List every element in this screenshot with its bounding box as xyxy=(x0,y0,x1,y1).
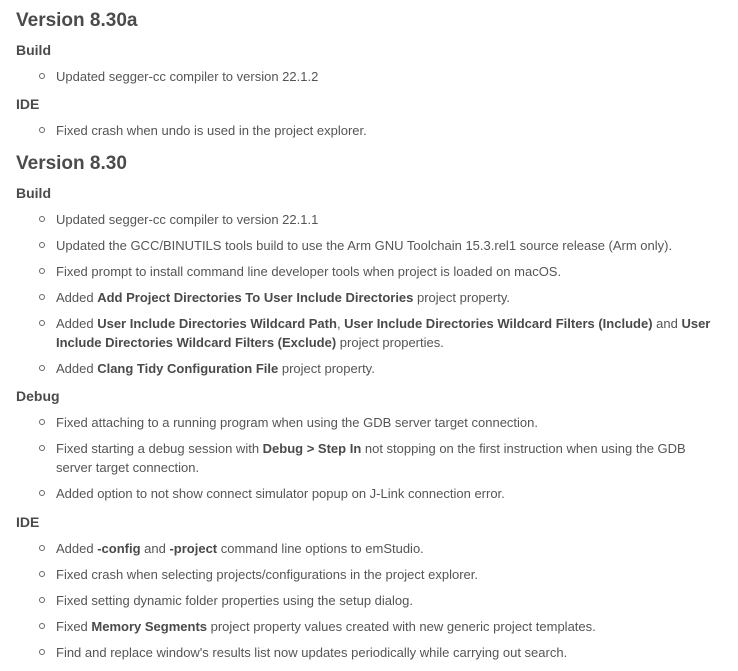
item-text: Fixed starting a debug session with xyxy=(56,441,263,456)
item-text: Updated segger-cc compiler to version 22.1.1 xyxy=(56,212,319,227)
item-text: Fixed crash when selecting projects/configurations in the project explorer. xyxy=(56,567,478,582)
item-text: project property. xyxy=(413,290,510,305)
emphasized-term: Debug > Step In xyxy=(262,441,362,456)
list-item xyxy=(16,539,738,558)
change-list xyxy=(16,413,738,503)
item-text: Updated segger-cc compiler to version 22.1.2 xyxy=(56,69,319,84)
section-title: Build xyxy=(16,42,51,58)
emphasized-term: -project xyxy=(169,541,218,556)
change-list xyxy=(16,67,738,86)
item-text: Added xyxy=(56,541,98,556)
list-item xyxy=(16,262,738,281)
item-text: Fixed crash when undo is used in the project explorer. xyxy=(56,123,367,138)
list-item xyxy=(16,67,738,86)
item-text: Fixed xyxy=(56,619,92,634)
item-text: Added xyxy=(56,290,98,305)
item-text: project property. xyxy=(278,361,375,376)
section-title: IDE xyxy=(16,96,40,112)
emphasized-term: Memory Segments xyxy=(91,619,207,634)
list-item xyxy=(16,591,738,610)
emphasized-term: -config xyxy=(97,541,141,556)
item-text: and xyxy=(652,316,682,331)
version-title: Version 8.30 xyxy=(16,153,127,174)
change-list xyxy=(16,539,738,662)
list-item xyxy=(16,314,738,352)
section-title: IDE xyxy=(16,514,40,530)
item-text: command line options to emStudio. xyxy=(217,541,424,556)
emphasized-term: User Include Directories Wildcard Filters (Exclude) xyxy=(56,316,711,350)
item-text: Fixed attaching to a running program when using the GDB server target connection. xyxy=(56,415,538,430)
item-text: Find and replace window's results list now updates periodically while carrying out search. xyxy=(56,645,568,660)
item-text: Fixed prompt to install command line developer tools when project is loaded on macOS. xyxy=(56,264,562,279)
emphasized-term: Clang Tidy Configuration File xyxy=(97,361,279,376)
item-text: Fixed setting dynamic folder properties using the setup dialog. xyxy=(56,593,413,608)
list-item xyxy=(16,236,738,255)
list-item xyxy=(16,565,738,584)
section-title: Debug xyxy=(16,388,60,404)
item-text: Updated the GCC/BINUTILS tools build to use the Arm GNU Toolchain 15.3.rel1 source release (Arm only). xyxy=(56,238,673,253)
change-list xyxy=(16,121,738,140)
item-text: Added option to not show connect simulator popup on J-Link connection error. xyxy=(56,486,505,501)
emphasized-term: User Include Directories Wildcard Filters (Include) xyxy=(344,316,653,331)
item-text: Added xyxy=(56,361,98,376)
version-block xyxy=(16,8,738,34)
list-item xyxy=(16,643,738,662)
item-text: Added xyxy=(56,316,98,331)
item-text: and xyxy=(140,541,170,556)
list-item xyxy=(16,413,738,432)
list-item xyxy=(16,121,738,140)
item-text: , xyxy=(336,316,345,331)
emphasized-term: User Include Directories Wildcard Path xyxy=(97,316,337,331)
list-item xyxy=(16,210,738,229)
change-list xyxy=(16,210,738,378)
section-title: Build xyxy=(16,185,51,201)
item-text: project properties. xyxy=(336,335,444,350)
list-item xyxy=(16,288,738,307)
list-item xyxy=(16,439,738,477)
list-item xyxy=(16,359,738,378)
item-text: not stopping on the first instruction when using the GDB server target connection. xyxy=(56,441,686,475)
item-text: project property values created with new generic project templates. xyxy=(207,619,596,634)
list-item xyxy=(16,617,738,636)
emphasized-term: Add Project Directories To User Include Directories xyxy=(97,290,414,305)
version-title: Version 8.30a xyxy=(16,10,138,31)
list-item xyxy=(16,484,738,503)
